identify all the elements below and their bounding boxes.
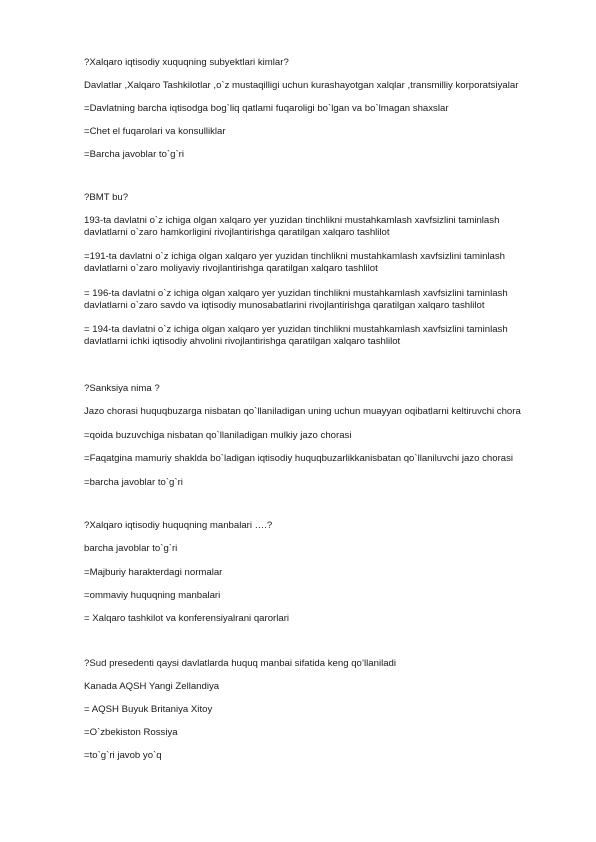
answer-5-2: = AQSH Buyuk Britaniya Xitoy (84, 704, 213, 715)
question-1: ?Xalqaro iqtisodiy xuquqning subyektlari kimlar? (84, 57, 289, 68)
answer-4-3: =ommaviy huquqning manbalari (84, 590, 221, 601)
answer-2-2: =191-ta davlatni o`z ichiga olgan xalqaro yer yuzidan tinchlikni mustahkamlash xavfsizlini taminlash davlatlarni o`zaro moliyaviy rivojlantirishga qaratilgan xalqaro tashlilot (84, 251, 506, 274)
answer-3-4: =barcha javoblar to`g`ri (84, 477, 183, 488)
answer-3-2: =qoida buzuvchiga nisbatan qo`llaniladigan mulkiy jazo chorasi (84, 430, 352, 441)
question-2: ?BMT bu? (84, 192, 129, 203)
question-5: ?Sud presedenti qaysi davlatlarda huquq manbai sifatida keng qo’llaniladi (84, 658, 397, 669)
answer-4-1: barcha javoblar to`g`ri (84, 543, 178, 554)
answer-5-4: =to`g`ri javob yo`q (84, 750, 162, 761)
answer-1-1: Davlatlar ,Xalqaro Tashkilotlar ,o`z mustaqilligi uchun kurashayotgan xalqlar ,transmilliy korporatsiyalar (84, 80, 519, 91)
answer-2-4: = 194-ta davlatni o`z ichiga olgan xalqaro yer yuzidan tinchlikni mustahkamlash xavfsizlini taminlash davlatlarni ichki iqtisodiy ahvolini rivojlantirishga qaratilgan xalqaro tashlilot (84, 324, 508, 347)
answer-1-3: =Chet el fuqarolari va konsulliklar (84, 126, 226, 137)
answer-1-4: =Barcha javoblar to`g`ri (84, 149, 184, 160)
answer-5-1: Kanada AQSH Yangi Zellandiya (84, 681, 220, 692)
question-4: ?Xalqaro iqtisodiy huquqning manbalari ….? (84, 520, 273, 531)
answer-2-1: 193-ta davlatni o`z ichiga olgan xalqaro yer yuzidan tinchlikni mustahkamlash xavfsizlini taminlash davlatlarni o`zaro hamkorligini rivojlantirishga qaratilgan xalqaro tashlilot (84, 215, 500, 238)
answer-5-3: =O`zbekiston Rossiya (84, 727, 178, 738)
question-3: ?Sanksiya nima ? (84, 383, 160, 394)
answer-1-2: =Davlatning barcha iqtisodga bog`liq qatlami fuqaroligi bo`lgan va bo`lmagan shaxslar (84, 103, 449, 114)
answer-3-1: Jazo chorasi huquqbuzarga nisbatan qo`llaniladigan uning uchun muayyan oqibatlarni keltiruvchi chora (84, 406, 521, 417)
answer-3-3: =Faqatgina mamuriy shaklda bo`ladigan iqtisodiy huquqbuzarlikkanisbatan qo`llaniluvchi jazo chorasi (84, 453, 514, 464)
answer-4-4: = Xalqaro tashkilot va konferensiyalrani qarorlari (84, 613, 290, 624)
answer-2-3: = 196-ta davlatni o`z ichiga olgan xalqaro yer yuzidan tinchlikni mustahkamlash xavfsizlini taminlash davlatlarni o`zaro savdo va iqtisodiy munosabatlarini rivojlantirishga qaratilgan xalqaro tashlilot (84, 288, 508, 311)
answer-4-2: =Majburiy harakterdagi normalar (84, 567, 223, 578)
